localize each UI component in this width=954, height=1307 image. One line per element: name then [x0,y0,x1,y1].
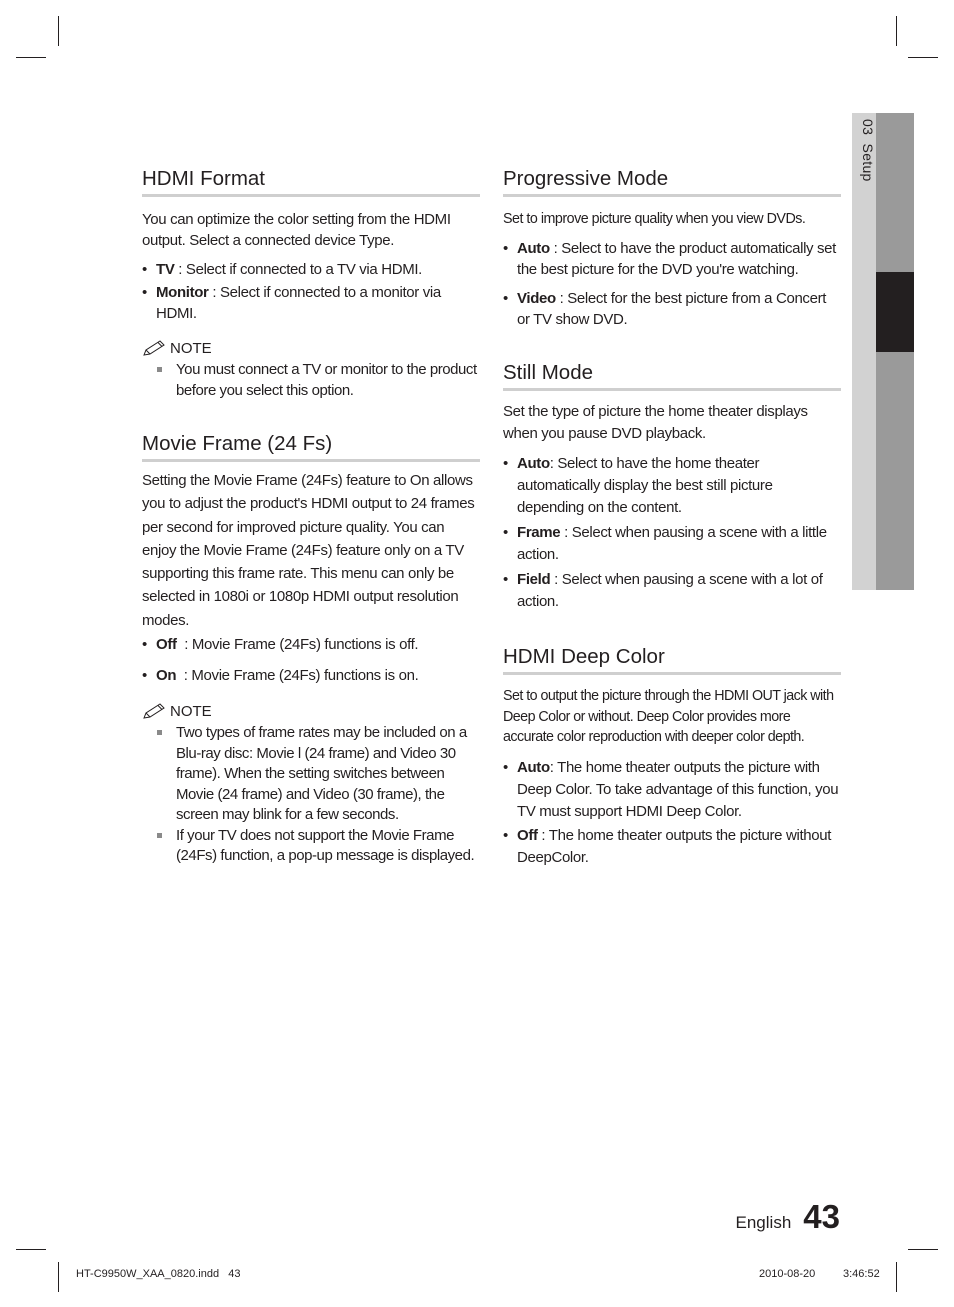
section-movie-frame [142,431,480,867]
list-item: • On : Movie Frame (24Fs) functions is on. [142,665,480,686]
pencil-icon [142,339,168,357]
page-number: 43 [803,1198,840,1235]
section-title: Movie Frame (24 Fs) [142,431,480,462]
footer-language: English [735,1213,792,1232]
list-item: • TV : Select if connected to a TV via HDMI. [142,259,480,280]
section-title: HDMI Format [142,166,480,197]
section-title: Still Mode [503,360,841,391]
list-item: • Video : Select for the best picture from a Concert or TV show DVD. [503,288,841,330]
section-intro: You can optimize the color setting from the HDMI output. Select a connected device Type. [142,211,451,249]
crop-mark [16,1249,46,1250]
section-intro: Set to output the picture through the HDMI OUT jack with Deep Color or without. Deep Color provides more accurate color reproduction with deeper color depth. [503,688,834,745]
section-hdmi-deep-color [503,644,841,869]
list-item: • Off : The home theater outputs the picture without DeepColor. [503,825,841,869]
print-slug-time: 3:46:52 [843,1268,880,1280]
list-item: • Auto: Select to have the home theater automatically display the best still picture depending on the content. [503,453,841,519]
crop-mark [896,1262,897,1292]
option-list [503,453,841,613]
note-label: NOTE [170,702,212,720]
section-title: HDMI Deep Color [503,644,841,675]
note-heading [142,702,480,720]
list-item: • Auto : Select to have the product automatically set the best picture for the DVD you're watching. [503,238,841,280]
crop-mark [896,16,897,46]
note-list [142,360,480,401]
print-slug-file: HT-C9950W_XAA_0820.indd 43 [76,1268,241,1280]
crop-mark [58,16,59,46]
pencil-icon [142,702,168,720]
section-intro: Set to improve picture quality when you view DVDs. [503,211,806,227]
crop-mark [58,1262,59,1292]
crop-mark [908,1249,938,1250]
note-list [142,723,480,867]
page-footer [736,1198,840,1236]
left-column [142,166,480,867]
section-still-mode [503,360,841,613]
section-intro: Setting the Movie Frame (24Fs) feature to On allows you to adjust the product's HDMI output to 24 frames per second for improved picture quality. You can enjoy the Movie Frame (24Fs) feature only on a TV supporting this frame rate. This menu can only be selected in 1080i or 1080p HDMI output resolution modes. [142,472,475,629]
section-title: Progressive Mode [503,166,841,197]
section-intro: Set the type of picture the home theater displays when you pause DVD playback. [503,403,808,442]
note-heading [142,339,480,357]
side-tab-light-strip [852,113,876,590]
option-list [503,757,841,869]
note-item: If your TV does not support the Movie Frame (24Fs) function, a pop-up message is displayed. [142,826,480,867]
option-list [503,238,841,330]
crop-mark [16,57,46,58]
chapter-label: 03 Setup [860,119,876,182]
note-item: You must connect a TV or monitor to the product before you select this option. [142,360,480,401]
list-item: • Field : Select when pausing a scene with a lot of action. [503,569,841,613]
section-hdmi-format [142,166,480,401]
list-item: • Auto: The home theater outputs the picture with Deep Color. To take advantage of this function, you TV must support HDMI Deep Color. [503,757,841,823]
note-item: Two types of frame rates may be included on a Blu-ray disc: Movie l (24 frame) and Video 30 frame). When the setting switches between Movie (24 frame) and Video (30 frame), the screen may blink for a few seconds. [142,723,480,826]
chapter-side-tab [852,113,914,590]
print-slug-date: 2010-08-20 [759,1268,816,1280]
crop-mark [908,57,938,58]
side-tab-active-marker [876,272,914,352]
note-label: NOTE [170,339,212,357]
option-list [142,634,480,686]
right-column [503,166,841,869]
list-item: • Frame : Select when pausing a scene with a little action. [503,522,841,566]
list-item: • Off : Movie Frame (24Fs) functions is off. [142,634,480,655]
list-item: • Monitor : Select if connected to a monitor via HDMI. [142,282,480,324]
section-progressive-mode [503,166,841,330]
option-list [142,259,480,324]
